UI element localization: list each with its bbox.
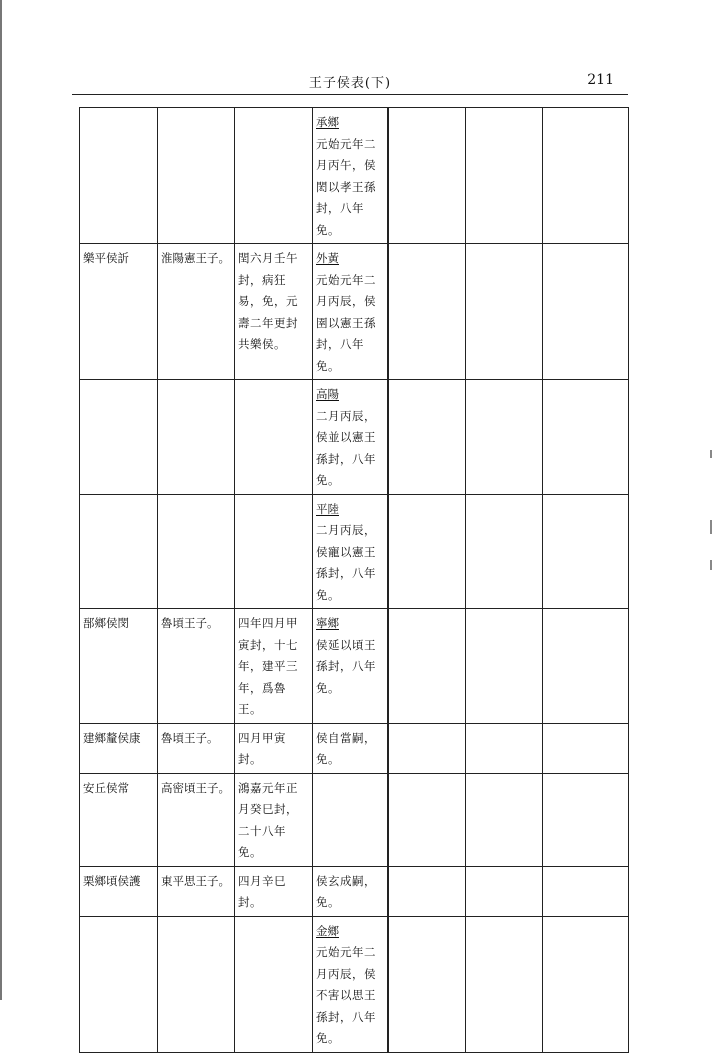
cell-event (235, 866, 313, 916)
cell-father (158, 380, 235, 495)
father-text: 淮陽憲王子。 (161, 251, 230, 265)
table-row (80, 609, 629, 724)
cell-empty (543, 916, 629, 1052)
father-text: 東平思王子。 (161, 873, 230, 888)
cell-empty (543, 773, 629, 866)
cell-father (158, 773, 235, 866)
grandson-place: 外黃 (316, 251, 339, 265)
cell-empty (388, 494, 466, 609)
father-text: 高密頃王子。 (161, 780, 230, 795)
cell-empty (466, 773, 543, 866)
cell-name (80, 108, 158, 244)
cell-empty (543, 380, 629, 495)
cell-empty (388, 916, 466, 1052)
cell-grandson (313, 609, 388, 724)
cell-empty (388, 723, 466, 773)
father-text: 魯頃王子。 (161, 616, 219, 630)
cell-empty (388, 773, 466, 866)
marquis-name: 安丘侯常 (83, 780, 129, 795)
cell-empty (388, 866, 466, 916)
cell-name (80, 773, 158, 866)
table-row (80, 866, 629, 916)
cell-grandson (313, 916, 388, 1052)
cell-empty (466, 244, 543, 380)
father-text: 魯頃王子。 (161, 730, 219, 745)
event-text: 閏六月壬午封，病狂易，免，元壽二年更封共樂侯。 (238, 251, 298, 351)
cell-empty (388, 609, 466, 724)
grandson-place: 寧鄉 (316, 616, 339, 630)
event-text: 四月甲寅封。 (238, 730, 286, 766)
cell-event (235, 244, 313, 380)
cell-grandson (313, 244, 388, 380)
cell-grandson (313, 494, 388, 609)
cell-empty (543, 609, 629, 724)
cell-empty (466, 609, 543, 724)
grandson-place: 高陽 (316, 387, 339, 401)
header-rule (72, 94, 628, 95)
cell-father (158, 609, 235, 724)
cell-empty (466, 866, 543, 916)
table-row (80, 773, 629, 866)
cell-father (158, 916, 235, 1052)
scan-mark (710, 520, 712, 534)
marquis-name: 郚鄉侯閔 (83, 616, 129, 630)
cell-event (235, 723, 313, 773)
grandson-text: 侯自當嗣，免。 (316, 730, 376, 766)
scan-mark (710, 450, 712, 458)
grandson-place: 平陸 (316, 501, 339, 516)
cell-name (80, 609, 158, 724)
grandson-text: 侯延以頃王孫封，八年免。 (316, 637, 376, 695)
event-text: 四年四月甲寅封，十七年，建平三年，爲魯王。 (238, 616, 298, 716)
cell-grandson (313, 773, 388, 866)
page-header (72, 70, 628, 94)
table-row (80, 723, 629, 773)
cell-empty (543, 723, 629, 773)
grandson-text: 二月丙辰，侯寵以憲王孫封，八年免。 (316, 523, 376, 602)
marquis-name: 樂平侯訢 (83, 251, 129, 265)
cell-grandson (313, 108, 388, 244)
cell-event (235, 380, 313, 495)
table-row (80, 244, 629, 380)
hereditary-table (79, 107, 629, 1053)
cell-name (80, 866, 158, 916)
table-row (80, 108, 629, 244)
cell-event (235, 494, 313, 609)
cell-father (158, 723, 235, 773)
grandson-place: 金鄉 (316, 923, 339, 938)
cell-empty (466, 494, 543, 609)
grandson-text: 元始元年二月丙辰，侯圉以憲王孫封，八年免。 (316, 272, 376, 373)
cell-empty (466, 380, 543, 495)
page-title: 王子侯表(下) (308, 76, 392, 91)
grandson-text: 元始元年二月丙午，侯閎以孝王孫封，八年免。 (316, 136, 376, 237)
cell-father (158, 494, 235, 609)
cell-name (80, 916, 158, 1052)
cell-empty (466, 916, 543, 1052)
cell-event (235, 609, 313, 724)
scan-mark (710, 560, 712, 570)
grandson-place: 承鄉 (316, 115, 339, 129)
cell-event (235, 108, 313, 244)
grandson-text: 侯玄成嗣，免。 (316, 873, 376, 909)
cell-empty (466, 108, 543, 244)
cell-empty (543, 494, 629, 609)
table-row (80, 494, 629, 609)
cell-grandson (313, 380, 388, 495)
cell-empty (466, 723, 543, 773)
grandson-text: 元始元年二月丙辰，侯不害以思王孫封，八年免。 (316, 945, 376, 1045)
cell-father (158, 866, 235, 916)
page-number: 211 (587, 72, 614, 88)
event-text: 鴻嘉元年正月癸巳封，二十八年免。 (238, 780, 298, 859)
cell-empty (388, 244, 466, 380)
cell-empty (543, 244, 629, 380)
cell-father (158, 244, 235, 380)
event-text: 四月辛巳封。 (238, 873, 286, 909)
table-row (80, 380, 629, 495)
cell-empty (543, 108, 629, 244)
cell-name (80, 494, 158, 609)
marquis-name: 栗鄉頃侯護 (83, 873, 141, 888)
cell-event (235, 773, 313, 866)
grandson-text: 二月丙辰，侯並以憲王孫封，八年免。 (316, 408, 376, 487)
cell-name (80, 244, 158, 380)
cell-father (158, 108, 235, 244)
table-row (80, 916, 629, 1052)
cell-grandson (313, 723, 388, 773)
cell-empty (388, 380, 466, 495)
cell-grandson (313, 866, 388, 916)
cell-empty (388, 108, 466, 244)
page-left-edge (0, 0, 2, 1000)
cell-empty (543, 866, 629, 916)
cell-event (235, 916, 313, 1052)
cell-name (80, 723, 158, 773)
marquis-name: 建鄉釐侯康 (83, 730, 141, 745)
cell-name (80, 380, 158, 495)
